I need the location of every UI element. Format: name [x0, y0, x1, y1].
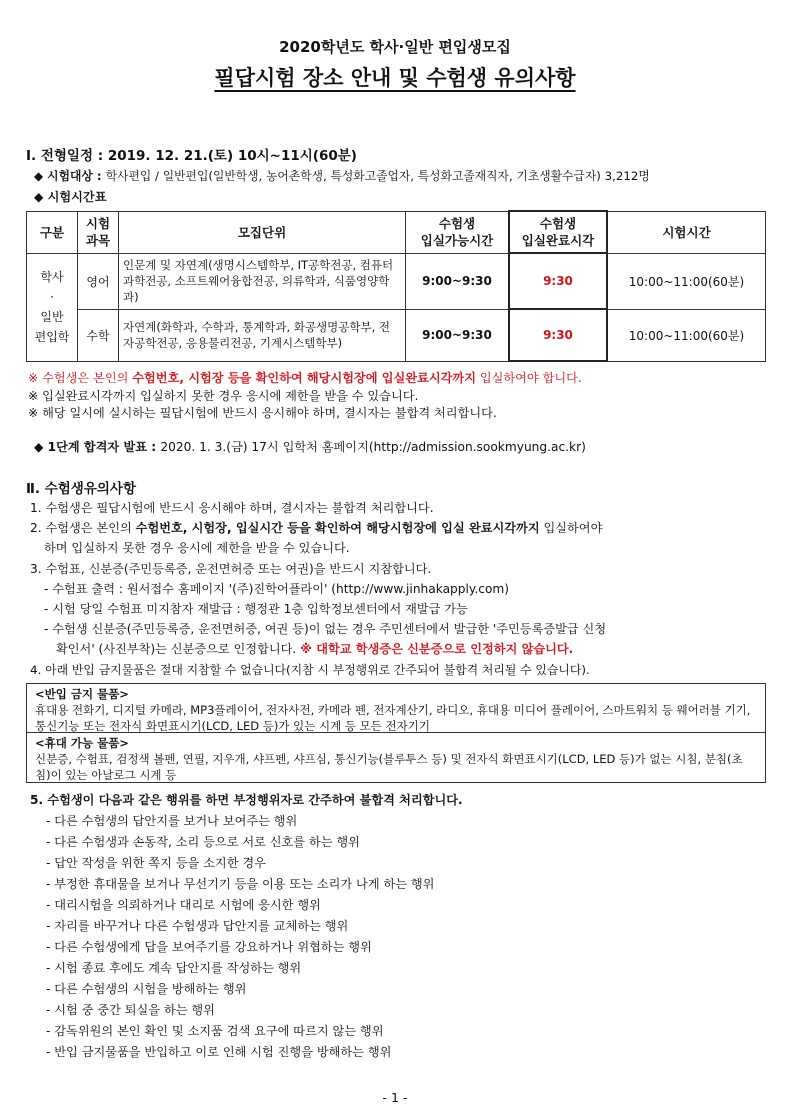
list-item: - 대리시험을 의뢰하거나 대리로 시험에 응시한 행위 [46, 898, 321, 912]
rule-3-sub-2: - 시험 당일 수험표 미지참자 재발급 : 행정관 1층 입학정보센터에서 재발급 가능 [44, 602, 468, 616]
list-item: - 다른 수험생의 시험을 방해하는 행위 [46, 982, 247, 996]
list-item: - 시험 중 중간 퇴실을 하는 행위 [46, 1003, 215, 1017]
note-red [28, 369, 582, 386]
student-id-warning: ※ 대학교 학생증은 신분증으로 인정하지 않습니다. [300, 642, 574, 656]
units-cell: 자연계(화학과, 수학과, 통계학과, 화공생명공학부, 전자공학전공, 응용물리전공, 기계시스템학부) [119, 309, 406, 361]
rule-3-sub-1: - 수험표 출력 : 원서접수 홈페이지 '(주)진학어플라이' (http://www.jinhakapply.com) [44, 582, 510, 596]
exam-target-label: ◆ 시험대상 : [34, 169, 106, 183]
table-row [27, 253, 766, 309]
section1-heading: Ⅰ. 전형일정 : 2019. 12. 21.(토) 10시~11시(60분) [26, 148, 357, 164]
announcement-line [34, 438, 586, 455]
note-absentee: ※ 해당 일시에 실시하는 필답시험에 반드시 응시해야 하며, 결시자는 불합격 처리합니다. [28, 406, 497, 420]
note-red-part: 입실하여야 합니다. [475, 371, 582, 385]
misconduct-list [46, 811, 434, 1063]
exam-time-cell: 10:00~11:00(60분) [607, 309, 766, 361]
note-red-part: ※ 수험생은 본인의 [28, 371, 133, 385]
complete-time-cell: 9:30 [509, 253, 607, 309]
allowed-items-text: 신분증, 수험표, 검정색 볼펜, 연필, 지우개, 샤프펜, 샤프심, 통신기능(블루투스 등) 및 전자식 화면표시기(LCD, LED 등)가 없는 시침, 분침(초침)이 있는 아날로그 시계 등 [35, 752, 743, 782]
section2-heading: Ⅱ. 수험생유의사항 [26, 481, 137, 497]
list-item: - 시험 종료 후에도 계속 답안지를 작성하는 행위 [46, 961, 302, 975]
header-subject: 시험 과목 [78, 211, 119, 253]
document-title-text: 필답시험 장소 안내 및 수험생 유의사항 [214, 66, 576, 90]
rule-2 [30, 519, 602, 536]
list-item: - 다른 수험생에게 답을 보여주기를 강요하거나 위협하는 행위 [46, 940, 372, 954]
exam-schedule-table [26, 210, 766, 362]
rule-1: 1. 수험생은 필답시험에 반드시 응시해야 하며, 결시자는 불합격 처리합니다. [30, 501, 434, 515]
rule-2-emphasis: 수험번호, 시험장, 입실시간 등을 확인하여 해당시험장에 입실 완료시각까지 [135, 521, 540, 535]
header-category: 구분 [27, 211, 78, 253]
subject-cell: 수학 [78, 309, 119, 361]
rule-2-continued: 하며 입실하지 못한 경우 응시에 제한을 받을 수 있습니다. [44, 541, 350, 555]
table-row [27, 309, 766, 361]
entry-time-cell: 9:00~9:30 [406, 309, 510, 361]
rule-2-part: 2. 수험생은 본인의 [30, 521, 136, 535]
rule-4: 4. 아래 반입 금지물품은 절대 지참할 수 없습니다(지참 시 부정행위로 간주되어 불합격 처리될 수 있습니다). [30, 663, 590, 677]
allowed-items-box [26, 733, 766, 783]
group-cell [27, 253, 78, 361]
banned-items-text: 휴대용 전화기, 디지털 카메라, MP3플레이어, 전자사전, 카메라 펜, 전자계산기, 라디오, 휴대용 미디어 플레이어, 스마트워치 등 웨어러블 기기, 통신기능 또는 전자식 화면표시기(LCD, LED 등)가 있는 시계 등 모든 전자기기 [35, 703, 751, 733]
rule-5: 5. 수험생이 다음과 같은 행위를 하면 부정행위자로 간주하여 불합격 처리합니다. [30, 793, 463, 807]
exam-target-text: 학사편입 / 일반편입(일반학생, 농어촌학생, 특성화고졸업자, 특성화고졸재직자, 기초생활수급자) 3,212명 [105, 169, 650, 183]
complete-time-cell: 9:30 [509, 309, 607, 361]
rule-2-part: 입실하여야 [539, 521, 603, 535]
list-item: - 다른 수험생의 답안지를 보거나 보여주는 행위 [46, 814, 298, 828]
announcement-label: ◆ 1단계 합격자 발표 : [34, 440, 161, 454]
admission-link[interactable]: http://admission.sookmyung.ac.kr [373, 440, 582, 454]
list-item: - 답안 작성을 위한 쪽지 등을 소지한 경우 [46, 856, 266, 870]
allowed-items-heading: <휴대 가능 물품> [35, 736, 129, 750]
exam-time-cell: 10:00~11:00(60분) [607, 253, 766, 309]
group-label-part: · [50, 290, 54, 304]
group-label-part: 일반 [40, 310, 64, 324]
units-cell: 인문계 및 자연계(생명시스템학부, IT공학전공, 컴퓨터과학전공, 소프트웨어융합전공, 의류학과, 식품영양학과) [119, 253, 406, 309]
header-entry-time: 수험생 입실가능시간 [406, 211, 510, 253]
header-exam-time: 시험시간 [607, 211, 766, 253]
list-item: - 자리를 바꾸거나 다른 수험생과 답안지를 교체하는 행위 [46, 919, 349, 933]
announcement-text: 2020. 1. 3.(금) 17시 입학처 홈페이지( [160, 440, 374, 454]
table-header-row [27, 211, 766, 253]
document-subtitle: 2020학년도 학사·일반 편입생모집 [279, 38, 511, 56]
rule-3-sub-4-part: 확인서' (사진부착)는 신분증으로 인정합니다. [56, 642, 301, 656]
note-red-emphasis: 수험번호, 시험장 등을 확인하여 해당시험장에 입실완료시각까지 [132, 371, 476, 385]
entry-time-cell: 9:00~9:30 [406, 253, 510, 309]
list-item: - 다른 수험생과 손동작, 소리 등으로 서로 신호를 하는 행위 [46, 835, 360, 849]
announcement-close: ) [581, 440, 586, 454]
subject-cell: 영어 [78, 253, 119, 309]
note-entry-limit: ※ 입실완료시각까지 입실하지 못한 경우 응시에 제한을 받을 수 있습니다. [28, 389, 419, 403]
header-complete-time: 수험생 입실완료시각 [509, 211, 607, 253]
document-title [0, 62, 790, 92]
list-item: - 부정한 휴대물을 보거나 무선기기 등을 이용 또는 소리가 나게 하는 행위 [46, 877, 435, 891]
banned-items-heading: <반입 금지 물품> [35, 687, 129, 701]
list-item: - 감독위원의 본인 확인 및 소지품 검색 요구에 따르지 않는 행위 [46, 1024, 384, 1038]
group-label-part: 편입학 [34, 330, 70, 344]
timetable-label: ◆ 시험시간표 [34, 190, 107, 204]
rule-3: 3. 수험표, 신분증(주민등록증, 운전면허증 또는 여권)을 반드시 지참합니다. [30, 562, 432, 576]
banned-items-box [26, 683, 766, 733]
header-units: 모집단위 [119, 211, 406, 253]
page-number: - 1 - [382, 1090, 408, 1105]
rule-3-sub-3: - 수험생 신분증(주민등록증, 운전면허증, 여권 등)이 없는 경우 주민센터에서 발급한 '주민등록증발급 신청 [44, 622, 607, 636]
rule-3-sub-4 [56, 640, 573, 657]
exam-target-line [34, 167, 650, 184]
group-label-part: 학사 [40, 270, 64, 284]
list-item: - 반입 금지물품을 반입하고 이로 인해 시험 진행을 방해하는 행위 [46, 1045, 392, 1059]
